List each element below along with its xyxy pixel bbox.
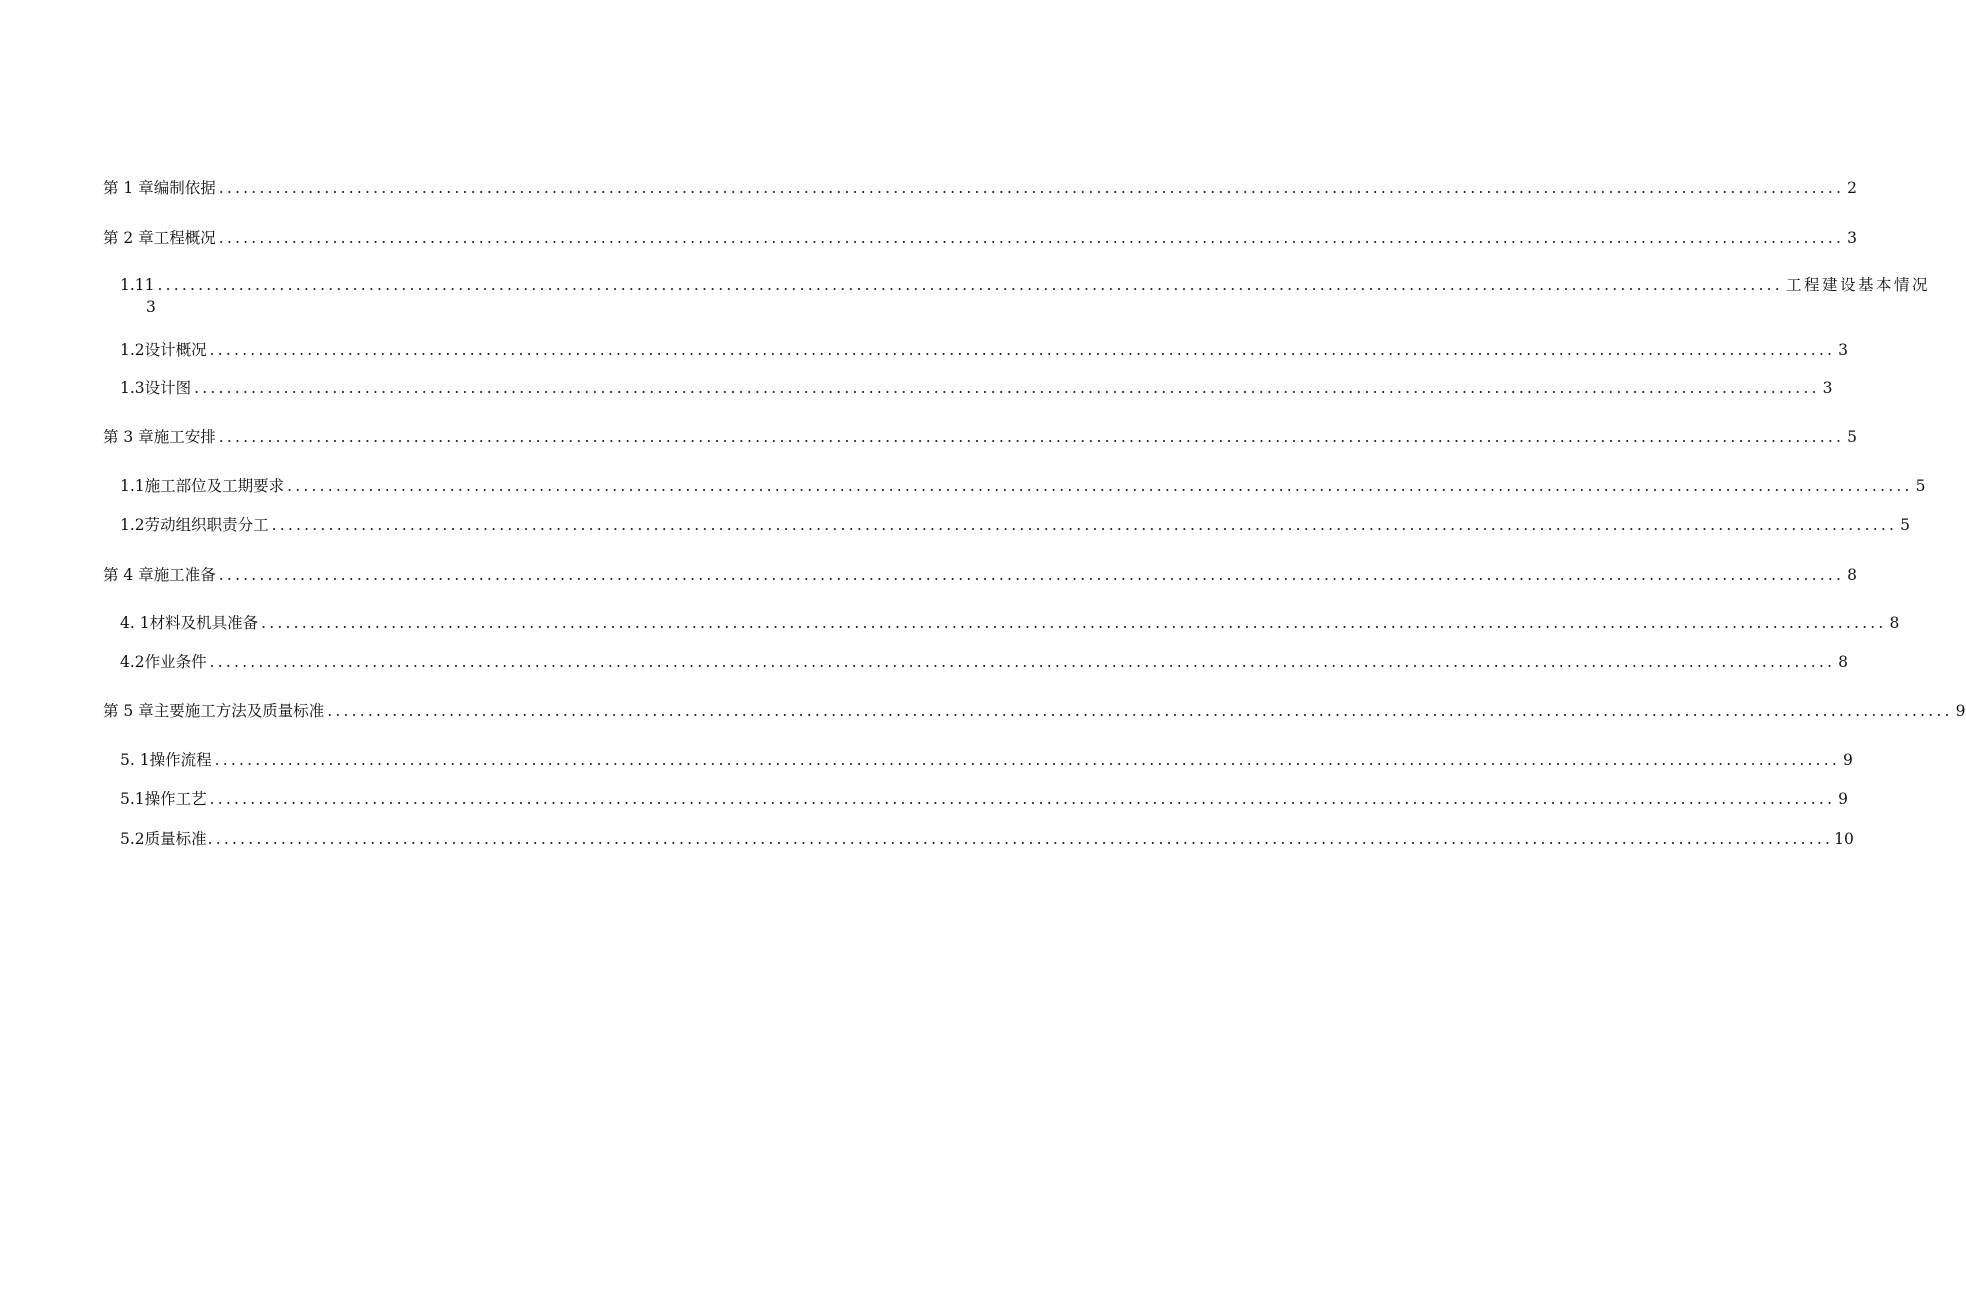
- toc-entry-title: 1: [144, 276, 155, 294]
- toc-entry-page: 8: [1838, 653, 1848, 671]
- toc-entry-number: 5. 1: [120, 751, 150, 769]
- toc-entry-page: 3: [1822, 379, 1833, 397]
- toc-entry-title: 操作流程: [149, 751, 212, 769]
- toc-entry-title: 设计概况: [144, 341, 207, 359]
- toc-entry-page: 5: [1915, 477, 1926, 495]
- toc-entry-page: 3: [1838, 341, 1848, 359]
- toc-entry-number: 1.2: [120, 341, 145, 359]
- toc-entry-title-right: 工程建设基本情况: [1785, 276, 1930, 294]
- toc-entry-number: 1.1: [120, 477, 145, 495]
- toc-entry-title: 质量标准: [144, 830, 207, 848]
- dot-leader: ........................................................................................................................................................................................................: [194, 379, 1820, 397]
- dot-leader: ........................................................................................................................................................................................................: [218, 566, 1845, 584]
- toc-entry-section-5-2[interactable]: [120, 823, 1854, 849]
- toc-entry-title: 工程概况: [153, 229, 216, 247]
- dot-leader: ........................................................................................................................................................................................................: [287, 477, 1913, 495]
- toc-entry-number: 4.2: [120, 653, 145, 671]
- toc-entry-number: 1.3: [120, 379, 145, 397]
- toc-entry-page: 5: [1847, 428, 1858, 446]
- toc-entry-section-5-1-flow[interactable]: [120, 744, 1853, 770]
- toc-entry-page: 5: [1900, 516, 1910, 534]
- toc-entry-page: 3: [1847, 229, 1858, 247]
- toc-entry-chapter-1[interactable]: [103, 172, 1858, 198]
- toc-entry-chapter-2[interactable]: [103, 222, 1858, 248]
- dot-leader: ........................................................................................................................................................................................................: [209, 341, 1836, 359]
- dot-leader: ........................................................................................................................................................................................................: [218, 428, 1845, 446]
- toc-entry-number: 第 3 章: [103, 428, 154, 446]
- toc-entry-chapter-3[interactable]: [103, 421, 1858, 447]
- toc-entry-section-3-1[interactable]: [120, 470, 1926, 496]
- toc-entry-title: 作业条件: [144, 653, 207, 671]
- toc-entry-title: 施工部位及工期要求: [144, 477, 285, 495]
- toc-entry-number: 1.1: [120, 276, 145, 294]
- dot-leader: ........................................................................................................................................................................................................: [214, 751, 1840, 769]
- toc-entry-number: 5.2: [120, 830, 145, 848]
- toc-entry-page: 10: [1834, 830, 1854, 848]
- dot-leader: ........................................................................................................................................................................................................: [327, 702, 1953, 720]
- toc-entry-chapter-4[interactable]: [103, 559, 1858, 585]
- toc-entry-title: 施工准备: [153, 566, 216, 584]
- toc-entry-section-5-1-process[interactable]: [120, 783, 1848, 809]
- toc-entry-section-3-2[interactable]: [120, 509, 1910, 535]
- toc-entry-section-4-2[interactable]: [120, 646, 1848, 672]
- toc-entry-title: 材料及机具准备: [149, 614, 259, 632]
- toc-entry-page: 8: [1847, 566, 1858, 584]
- toc-entry-section-1-3[interactable]: [120, 372, 1833, 398]
- toc-entry-chapter-5[interactable]: [103, 695, 1966, 721]
- dot-leader: ........................................................................................................................................................................................................: [218, 179, 1845, 197]
- toc-entry-page: 9: [1838, 790, 1848, 808]
- toc-entry-number: 第 5 章: [103, 702, 154, 720]
- toc-entry-number: 第 1 章: [103, 179, 154, 197]
- toc-entry-section-1-1-overview[interactable]: [120, 269, 1930, 295]
- toc-entry-number: 第 4 章: [103, 566, 154, 584]
- toc-entry-title: 劳动组织职责分工: [144, 516, 269, 534]
- toc-entry-title: 主要施工方法及质量标准: [153, 702, 325, 720]
- toc-entry-number: 第 2 章: [103, 229, 154, 247]
- toc-entry-section-1-2[interactable]: [120, 334, 1848, 360]
- toc-entry-page-wrapped: 3: [146, 298, 156, 316]
- dot-leader: ........................................................................................................................................................................................................: [209, 790, 1836, 808]
- toc-entry-number: 4. 1: [120, 614, 150, 632]
- toc-entry-number: 1.2: [120, 516, 145, 534]
- toc-entry-page: 9: [1843, 751, 1853, 769]
- toc-entry-section-4-1[interactable]: [120, 607, 1900, 633]
- toc-entry-title: 编制依据: [153, 179, 216, 197]
- dot-leader: ........................................................................................................................................................................................................: [209, 653, 1836, 671]
- dot-leader: ........................................................................................................................................................................................................: [207, 830, 1834, 848]
- toc-entry-title: 施工安排: [153, 428, 216, 446]
- dot-leader: ........................................................................................................................................................................................................: [218, 229, 1845, 247]
- dot-leader: ........................................................................................................................................................................................................: [271, 516, 1898, 534]
- toc-entry-page: 9: [1955, 702, 1966, 720]
- toc-entry-page: 8: [1889, 614, 1900, 632]
- toc-entry-title: 操作工艺: [144, 790, 207, 808]
- toc-entry-page: 2: [1847, 179, 1858, 197]
- dot-leader: ........................................................................................................................................................................................................: [261, 614, 1887, 632]
- toc-entry-number: 5.1: [120, 790, 145, 808]
- toc-entry-title: 设计图: [144, 379, 192, 397]
- dot-leader: ........................................................................................................................................................................................................: [157, 276, 1783, 294]
